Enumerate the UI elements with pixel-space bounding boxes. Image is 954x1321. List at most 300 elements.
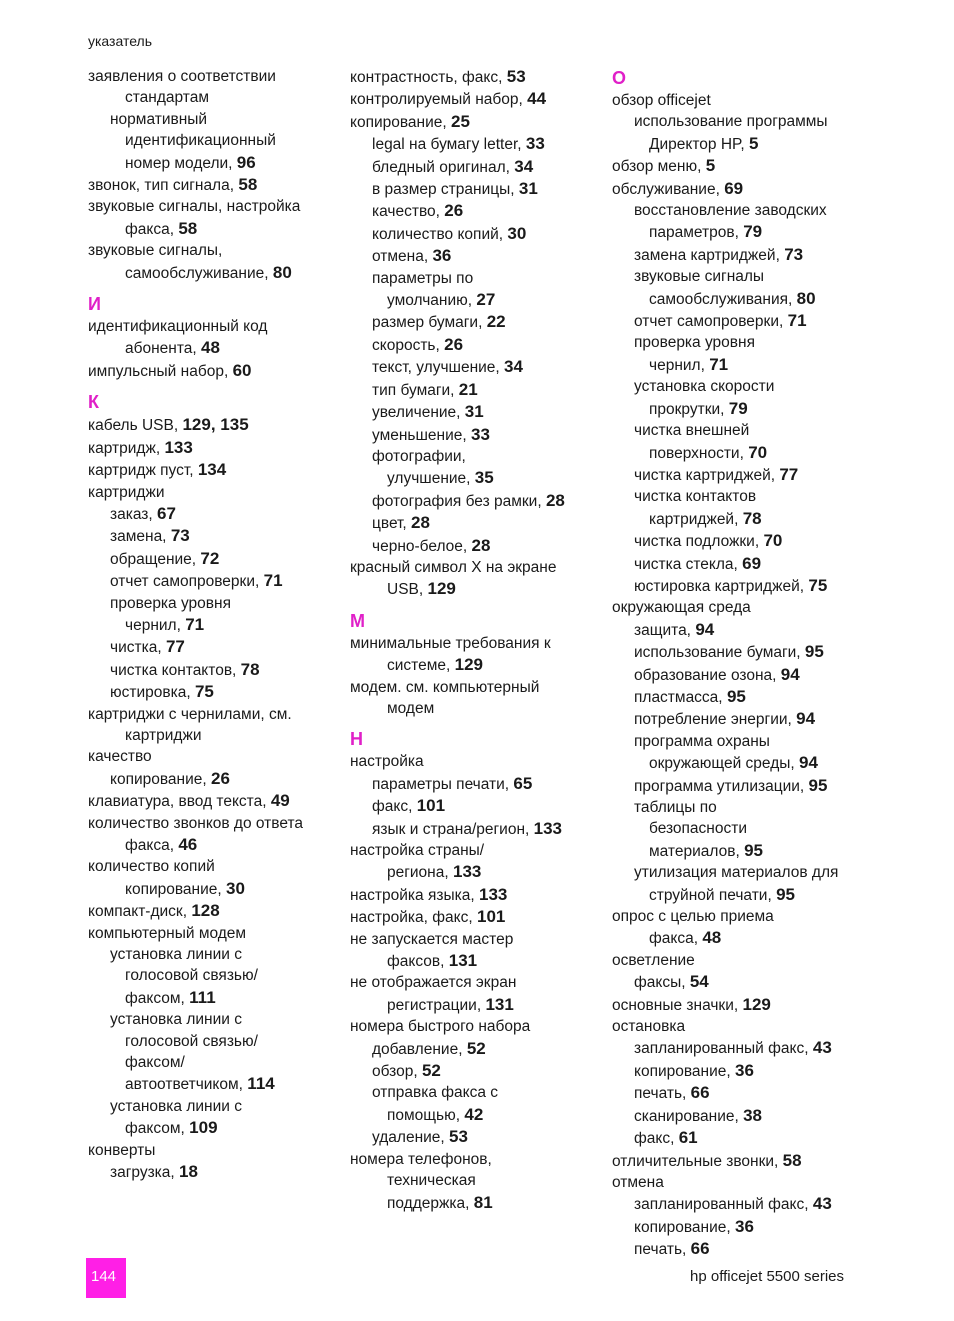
index-term: регистрации, [387, 996, 482, 1014]
page-reference[interactable]: 77 [165, 637, 185, 657]
index-entry [612, 927, 857, 949]
index-entry [612, 530, 857, 552]
page-reference[interactable]: 48 [201, 338, 220, 358]
index-entry [88, 437, 343, 459]
index-term: замена, [110, 528, 167, 546]
index-letter-heading: О [612, 68, 627, 88]
page-reference[interactable]: 73 [784, 244, 804, 264]
index-entry [612, 752, 857, 774]
index-entry [612, 111, 857, 132]
index-term: осветление [612, 951, 695, 969]
index-term: отличительные звонки, [612, 1152, 779, 1170]
index-term: пластмасса, [634, 688, 723, 706]
page-reference[interactable]: 34 [504, 357, 523, 377]
index-term: фотографии, [372, 447, 466, 465]
index-entry [88, 459, 343, 481]
index-entry [612, 266, 857, 287]
index-term: установка линии с [110, 946, 242, 964]
page-reference[interactable]: 79 [728, 398, 748, 418]
index-entry [350, 467, 605, 489]
page-reference[interactable]: 101 [476, 907, 506, 927]
index-entry [350, 698, 605, 719]
index-entry [350, 1104, 605, 1126]
index-entry [88, 614, 343, 636]
index-entry [612, 1016, 857, 1037]
page-reference[interactable]: 129 [427, 579, 456, 599]
index-term: скорость, [372, 336, 440, 354]
index-entry [88, 316, 343, 337]
index-term: Директор HP, [649, 135, 745, 153]
index-term: обзор меню, [612, 158, 702, 176]
page-reference[interactable]: 78 [240, 659, 260, 679]
index-entry [88, 174, 343, 196]
page-reference[interactable]: 67 [157, 503, 176, 523]
page-reference[interactable]: 73 [170, 526, 190, 546]
page-reference[interactable]: 26 [444, 201, 464, 221]
index-entry [88, 593, 343, 614]
page-reference[interactable]: 42 [464, 1104, 484, 1124]
index-term: проверка уровня [634, 334, 755, 352]
page-reference[interactable]: 69 [742, 553, 762, 573]
page-reference[interactable]: 133 [533, 818, 562, 838]
index-term: факс, [372, 798, 413, 816]
index-term: прокрутки, [649, 400, 725, 418]
page-reference[interactable]: 35 [474, 468, 494, 488]
index-entry [612, 731, 857, 752]
page-reference[interactable]: 71 [185, 614, 205, 634]
index-entry [612, 994, 857, 1016]
index-term: копирование, [634, 1062, 731, 1080]
page-reference[interactable]: 71 [263, 571, 283, 591]
index-term: обращение, [110, 550, 197, 568]
page-reference[interactable]: 133 [164, 437, 193, 457]
index-entry [350, 994, 605, 1016]
index-term: номера телефонов, [350, 1150, 492, 1168]
index-term: модем. см. компьютерный [350, 678, 540, 696]
page-reference[interactable]: 33 [471, 424, 490, 444]
index-term: в размер страницы, [372, 181, 515, 199]
index-letter-heading: Н [350, 729, 363, 750]
page-reference[interactable]: 66 [690, 1083, 710, 1103]
index-entry [88, 1009, 343, 1030]
page-reference[interactable]: 72 [200, 548, 220, 568]
index-entry [350, 424, 605, 446]
index-entry [612, 420, 857, 441]
index-entry [350, 906, 605, 928]
index-term: идентификационный код [88, 318, 268, 336]
index-term: безопасности [649, 820, 747, 838]
index-entry [350, 178, 605, 200]
index-term: печать, [634, 1241, 687, 1259]
index-term: добавление, [372, 1040, 463, 1058]
index-entry [350, 929, 605, 950]
index-entry [350, 654, 605, 676]
index-term: звонок, тип сигнала, [88, 177, 235, 195]
index-entry [350, 795, 605, 817]
index-term: чистка картриджей, [634, 466, 776, 484]
page-reference[interactable]: 109 [189, 1118, 218, 1138]
index-term: не запускается мастер [350, 930, 514, 948]
page-reference[interactable]: 34 [514, 156, 534, 176]
page-reference[interactable]: 36 [735, 1216, 754, 1236]
index-entry [612, 1193, 857, 1215]
index-term: картриджи с чернилами, см. [88, 705, 292, 723]
page-reference[interactable]: 79 [743, 222, 763, 242]
index-entry [612, 288, 857, 310]
index-term: картридж, [88, 439, 161, 457]
index-letter-heading: И [88, 294, 101, 315]
index-term: поверхности, [649, 444, 744, 462]
index-entry [88, 1052, 343, 1073]
index-term: чистка, [110, 639, 162, 657]
index-term: увеличение, [372, 404, 461, 422]
page-reference[interactable]: 52 [466, 1038, 486, 1058]
index-entry [88, 130, 343, 151]
index-term: окружающей среды, [649, 755, 795, 773]
index-entry [350, 356, 605, 378]
index-entry [612, 840, 857, 862]
index-term: красный символ X на экране [350, 558, 557, 576]
index-entry [612, 310, 857, 332]
index-entry [350, 268, 605, 289]
index-term: умолчанию, [387, 292, 473, 310]
page-reference[interactable]: 18 [179, 1162, 198, 1182]
index-term: потребление энергии, [634, 711, 792, 729]
index-entry [350, 1126, 605, 1148]
index-entry [612, 1216, 857, 1238]
index-entry [350, 66, 605, 88]
page-reference[interactable]: 46 [178, 835, 198, 854]
page-reference[interactable]: 71 [787, 311, 807, 331]
page-reference[interactable]: 48 [702, 928, 722, 948]
index-entry [612, 971, 857, 993]
index-entry [612, 597, 857, 618]
index-term: утилизация материалов для [634, 864, 839, 882]
index-term: язык и страна/регион, [372, 820, 530, 838]
index-term: контрастность, факс, [350, 69, 503, 86]
page-reference[interactable]: 94 [799, 753, 818, 773]
page-reference[interactable]: 36 [735, 1060, 754, 1080]
index-term: звуковые сигналы, [88, 242, 223, 260]
page-reference[interactable]: 133 [452, 862, 482, 882]
index-term: таблицы по [634, 799, 717, 816]
page-reference[interactable]: 94 [796, 709, 816, 729]
page-reference[interactable]: 114 [247, 1074, 275, 1094]
index-term: материалов, [649, 842, 740, 860]
page-reference[interactable]: 133 [478, 884, 508, 904]
index-entry [612, 354, 857, 376]
index-entry [88, 1117, 343, 1139]
page-reference[interactable]: 96 [236, 152, 256, 172]
page-reference[interactable]: 77 [779, 464, 799, 484]
page-reference[interactable]: 22 [486, 312, 506, 332]
index-term: юстировка картриджей, [634, 577, 805, 595]
page-reference[interactable]: 60 [232, 360, 252, 380]
index-term: самообслуживание, [125, 264, 269, 282]
index-column-3 [612, 66, 857, 1261]
index-entry [350, 840, 605, 861]
index-term: контролируемый набор, [350, 91, 523, 109]
index-entry [350, 379, 605, 401]
index-term: голосовой связью/ [125, 967, 258, 985]
page-reference[interactable]: 53 [449, 1127, 468, 1147]
page-reference[interactable]: 5 [748, 133, 759, 153]
index-entry [612, 464, 857, 486]
index-entry [612, 1082, 857, 1104]
index-entry [612, 553, 857, 575]
index-entry [88, 482, 343, 503]
index-entry [88, 681, 343, 703]
page-reference[interactable]: 66 [690, 1239, 710, 1259]
index-letter-heading: М [350, 610, 365, 631]
index-term: чистка внешней [634, 422, 750, 440]
index-term: звуковые сигналы, настройка [88, 198, 301, 216]
page-reference[interactable]: 95 [804, 642, 824, 662]
page-reference[interactable]: 101 [416, 796, 446, 816]
page-reference[interactable]: 26 [211, 768, 230, 788]
index-term: основные значки, [612, 996, 739, 1014]
index-term: факсом/ [125, 1054, 185, 1072]
page-reference[interactable]: 54 [689, 972, 709, 992]
index-entry [88, 337, 343, 359]
page-reference[interactable]: 129 [742, 994, 771, 1014]
index-term: отмена [612, 1173, 664, 1191]
index-entry [350, 490, 605, 512]
index-term: кабель USB, [88, 417, 179, 435]
index-term: юстировка, [110, 684, 191, 702]
index-term: legal на бумагу letter, [372, 136, 522, 154]
index-term: обслуживание, [612, 180, 720, 198]
page-reference[interactable]: 28 [545, 490, 565, 510]
index-entry [88, 944, 343, 965]
index-term: настройка, факс, [350, 909, 473, 927]
index-entry [612, 1037, 857, 1059]
page-reference[interactable]: 28 [471, 535, 491, 555]
index-entry [350, 861, 605, 883]
index-entry [88, 1140, 343, 1161]
index-entry [88, 87, 343, 108]
index-term: тип бумаги, [372, 381, 455, 399]
page-reference[interactable]: 69 [724, 178, 744, 198]
page-reference[interactable]: 31 [464, 402, 484, 422]
index-entry [612, 244, 857, 266]
index-entry [88, 704, 343, 725]
page-reference[interactable]: 95 [744, 840, 763, 860]
page-reference[interactable]: 95 [808, 775, 828, 795]
index-term: уменьшение, [372, 426, 467, 444]
index-entry [88, 636, 343, 658]
index-term: размер бумаги, [372, 314, 483, 332]
index-entry [612, 133, 857, 155]
index-entry [612, 906, 857, 927]
index-term: количество звонков до ответа [88, 814, 303, 832]
index-term: сканирование, [634, 1107, 739, 1125]
index-entry [88, 503, 343, 525]
page-reference[interactable]: 36 [432, 246, 452, 266]
page-reference[interactable]: 94 [780, 664, 800, 684]
index-entry [350, 223, 605, 245]
index-term: компакт-диск, [88, 903, 188, 921]
index-term: цвет, [372, 515, 407, 533]
page-reference[interactable]: 94 [695, 619, 715, 639]
page-reference[interactable]: 78 [742, 508, 762, 528]
index-term: факса, [649, 930, 699, 948]
index-term: отправка факса с [372, 1084, 499, 1102]
index-entry [88, 1096, 343, 1117]
index-term: проверка уровня [110, 594, 231, 612]
page-reference[interactable]: 30 [226, 878, 245, 898]
index-term: качество, [372, 203, 440, 221]
index-entry [350, 1192, 605, 1214]
index-term: чернил, [125, 616, 181, 634]
index-entry [88, 66, 343, 87]
page-reference[interactable]: 95 [776, 884, 796, 904]
index-entry [612, 1172, 857, 1193]
page-reference[interactable]: 70 [748, 442, 768, 462]
index-entry [350, 633, 605, 654]
page-reference[interactable]: 80 [272, 262, 292, 282]
index-term: чистка контактов, [110, 661, 237, 679]
index-term: чистка подложки, [634, 533, 760, 551]
index-entry [612, 90, 857, 111]
index-entry [88, 548, 343, 570]
page-reference[interactable]: 71 [709, 354, 729, 374]
page-reference[interactable]: 5 [705, 156, 716, 176]
page-reference[interactable]: 58 [178, 218, 198, 238]
index-entry [350, 535, 605, 557]
page-reference[interactable]: 52 [421, 1061, 441, 1081]
index-entry [350, 200, 605, 222]
index-entry [350, 578, 605, 600]
page-reference[interactable]: 61 [678, 1128, 698, 1148]
index-term: чистка стекла, [634, 555, 738, 573]
index-term: факсом, [125, 989, 185, 1007]
page-reference[interactable]: 75 [194, 682, 214, 702]
page-reference[interactable]: 134 [197, 460, 227, 480]
index-term: клавиатура, ввод текста, [88, 793, 267, 811]
page-reference[interactable]: 128 [191, 901, 220, 921]
page-reference[interactable]: 53 [506, 67, 526, 86]
index-term: факсов, [387, 953, 445, 971]
page-reference[interactable]: 95 [726, 686, 746, 706]
page-reference[interactable]: 38 [743, 1105, 763, 1125]
index-entry [612, 486, 857, 507]
index-entry [88, 813, 343, 834]
index-term: поддержка, [387, 1194, 470, 1212]
index-term: звуковые сигналы [634, 268, 765, 286]
index-term: параметры печати, [372, 775, 510, 793]
index-entry [612, 221, 857, 243]
page-reference[interactable]: 30 [507, 223, 527, 243]
page-reference[interactable]: 58 [782, 1150, 802, 1170]
page-reference[interactable]: 80 [796, 288, 816, 308]
index-term: картриджей, [649, 510, 739, 528]
index-term: системе, [387, 657, 451, 675]
index-entry [350, 1016, 605, 1037]
page-reference[interactable]: 44 [527, 89, 547, 109]
index-column-2 [350, 66, 605, 1214]
index-term: чистка контактов [634, 488, 757, 506]
running-header: указатель [88, 33, 152, 49]
index-term: настройка страны/ [350, 842, 485, 859]
index-entry [350, 401, 605, 423]
page-reference[interactable]: 21 [458, 379, 478, 399]
index-entry [88, 834, 343, 856]
page-reference[interactable]: 129, 135 [182, 415, 249, 435]
index-term: отчет самопроверки, [634, 313, 784, 331]
index-term: отчет самопроверки, [110, 573, 260, 591]
page-reference[interactable]: 58 [238, 175, 258, 195]
index-term: идентификационный [125, 132, 276, 150]
index-entry [88, 262, 343, 284]
page-reference[interactable]: 131 [448, 951, 478, 971]
index-entry [350, 950, 605, 972]
page-reference[interactable]: 111 [189, 987, 216, 1007]
index-entry [350, 334, 605, 356]
page-reference[interactable]: 43 [812, 1194, 832, 1214]
index-term: нормативный [110, 110, 208, 128]
page-reference[interactable]: 27 [476, 290, 496, 310]
page-reference[interactable]: 81 [473, 1192, 493, 1212]
index-term: параметров, [649, 224, 739, 242]
index-term: факса, [125, 837, 175, 854]
index-term: стандартам [125, 89, 210, 107]
index-entry [88, 923, 343, 944]
index-entry [88, 725, 343, 746]
index-entry [612, 508, 857, 530]
index-entry [88, 360, 343, 382]
page-reference[interactable]: 75 [808, 575, 828, 595]
page-reference[interactable]: 129 [454, 655, 483, 675]
index-entry [350, 1082, 605, 1103]
index-entry [88, 965, 343, 986]
index-term: копирование, [125, 880, 222, 898]
index-term: программа утилизации, [634, 777, 805, 795]
index-term: картриджи [125, 726, 202, 744]
page-reference[interactable]: 131 [485, 994, 514, 1014]
index-term: голосовой связью/ [125, 1032, 258, 1050]
index-term: компьютерный модем [88, 924, 247, 942]
index-term: улучшение, [387, 470, 471, 488]
index-entry [350, 751, 605, 772]
index-entry [88, 152, 343, 174]
index-entry [88, 525, 343, 547]
page-reference[interactable]: 70 [763, 531, 783, 551]
index-entry [612, 1127, 857, 1149]
page-reference[interactable]: 28 [411, 513, 430, 533]
index-term: фотография без рамки, [372, 492, 542, 510]
index-term: количество копий [88, 858, 215, 876]
index-entry [612, 332, 857, 353]
index-entry [88, 1161, 343, 1183]
page-reference[interactable]: 31 [518, 179, 538, 199]
page-reference[interactable]: 26 [444, 334, 464, 354]
page-reference[interactable]: 49 [270, 791, 290, 811]
index-term: номер модели, [125, 154, 233, 172]
index-term: факса, [125, 220, 175, 238]
index-entry [88, 196, 343, 217]
page-reference[interactable]: 43 [812, 1038, 832, 1058]
index-term: картридж пуст, [88, 462, 194, 480]
index-term: струйной печати, [649, 886, 772, 904]
index-entry [612, 1150, 857, 1172]
index-term: загрузка, [110, 1164, 175, 1182]
page-reference[interactable]: 65 [513, 773, 533, 793]
page-reference[interactable]: 33 [525, 134, 545, 154]
index-entry [350, 1149, 605, 1170]
index-entry [350, 446, 605, 467]
page-reference[interactable]: 25 [451, 111, 470, 131]
